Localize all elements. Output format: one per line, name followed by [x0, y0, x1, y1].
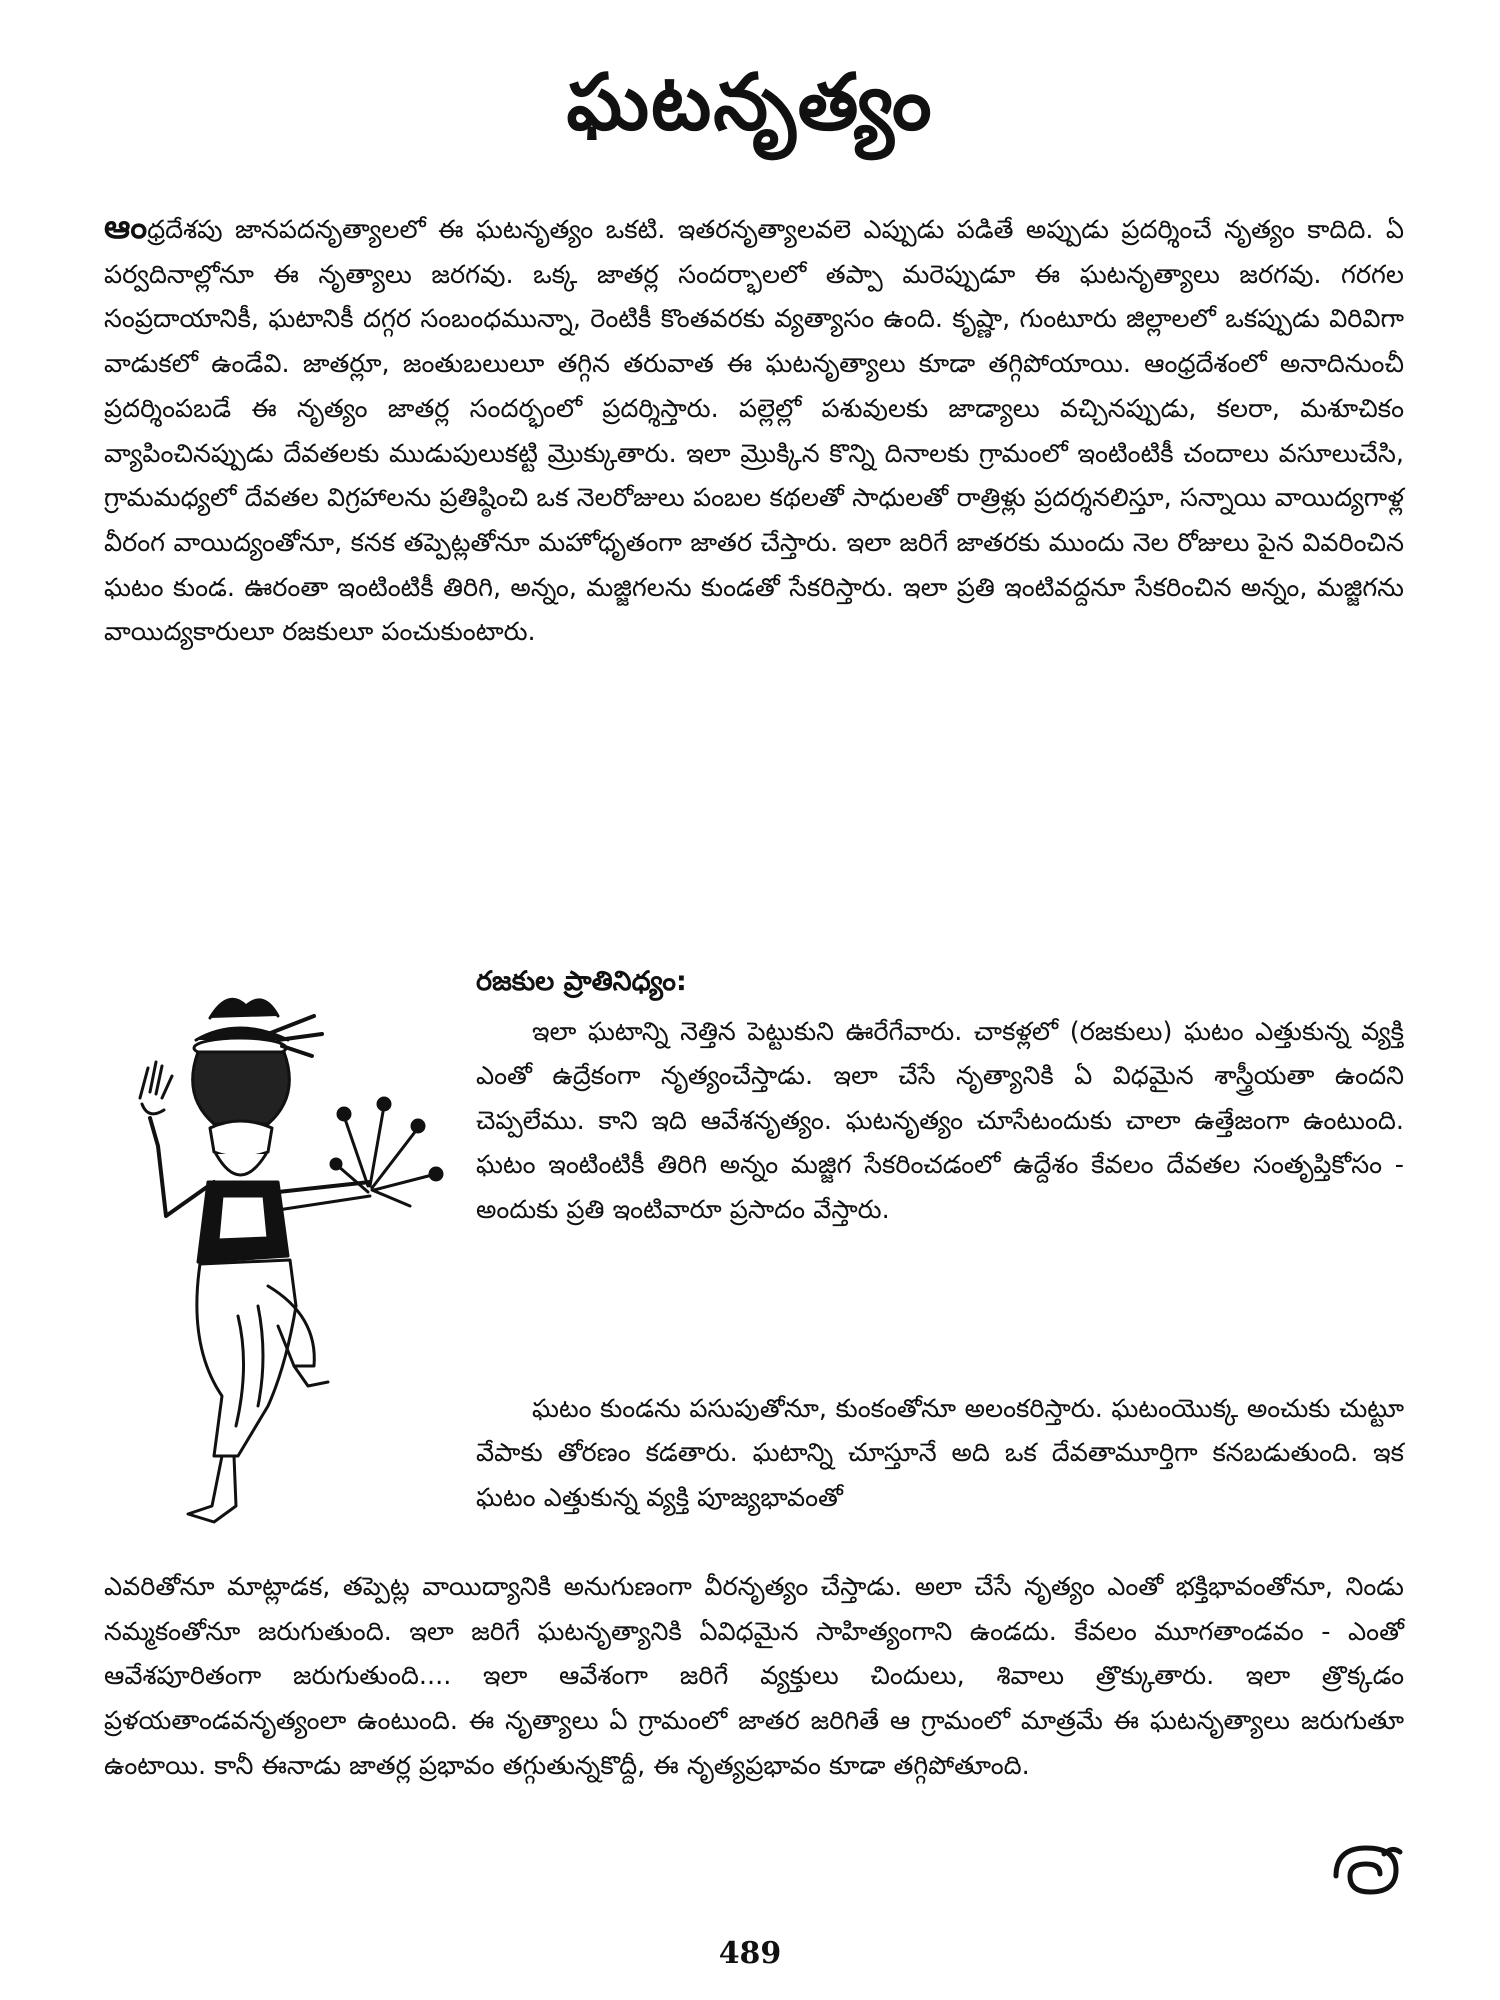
- section-paragraph-2-start: [476, 1387, 1404, 1520]
- page-number: 489: [718, 1936, 782, 1971]
- page-title: ఘటనృత్యం: [566, 58, 934, 148]
- section-paragraph-2-continued-text: ఎవరితోనూ మాట్లాడక, తప్పెట్ల వాయిద్యానికి అనుగుణంగా వీరనృత్యం చేస్తాడు. అలా చేసే నృత్యం ఎంతో భక్తిభావంతోనూ, నిండు నమ్మకంతోనూ జరుగుతుంది. ఇలా జరిగే ఘటనృత్యానికి ఏవిధమైన సాహిత్యంగాని ఉండదు. కేవలం మూగతాండవం - ఎంతో ఆవేశపూరితంగా జరుగుతుంది.... ఇలా ఆవేశంగా జరిగే వ్యక్తులు చిందులు, శివాలు త్రొక్కుతారు. ఇలా త్రొక్కడం ప్రళయతాండవనృత్యంలా ఉంటుంది. ఈ నృత్యాలు ఏ గ్రామంలో జాతర జరిగితే ఆ గ్రామంలో మాత్రమే ఈ ఘటనృత్యాలు జరుగుతూ ఉంటాయి. కానీ ఈనాడు జాతర్ల ప్రభావం తగ్గుతున్నకొద్దీ, ఈ నృత్యప్రభావం కూడా తగ్గిపోతూంది.: [104, 1572, 1404, 1781]
- section-heading: రజకుల ప్రాతినిధ్యం:: [476, 966, 687, 997]
- intro-text: ధ్రదేశపు జానపదనృత్యాలలో ఈ ఘటనృత్యం ఒకటి. ఇతరనృత్యాలవలె ఎప్పుడు పడితే అప్పుడు ప్రదర్శించే నృత్యం కాదిది. ఏ పర్వదినాల్లోనూ ఈ నృత్యాలు జరగవు. ఒక్క జాతర్ల సందర్భాలలో తప్పా మరెప్పుడూ ఈ ఘటనృత్యాలు జరగవు. గరగల సంప్రదాయానికీ, ఘటానికీ దగ్గర సంబంధమున్నా, రెంటికీ కొంతవరకు వ్యత్యాసం ఉంది. కృష్ణా, గుంటూరు జిల్లాలలో ఒకప్పుడు విరివిగా వాడుకలో ఉండేవి. జాతర్లూ, జంతుబలులూ తగ్గిన తరువాత ఈ ఘటనృత్యాలు కూడా తగ్గిపోయాయి. ఆంధ్రదేశంలో అనాదినుంచీ ప్రదర్శింపబడే ఈ నృత్యం జాతర్ల సందర్భంలో ప్రదర్శిస్తారు. పల్లెల్లో పశువులకు జాడ్యాలు వచ్చినప్పుడు, కలరా, మశూచికం వ్యాపించినప్పుడు దేవతలకు ముడుపులుకట్టి మ్రొక్కుతారు. ఇలా మ్రొక్కిన కొన్ని దినాలకు గ్రామంలో ఇంటింటికీ చందాలు వసూలుచేసి, గ్రామమధ్యలో దేవతల విగ్రహాలను ప్రతిష్ఠించి ఒక నెలరోజులు పంబల కథలతో సాధులతో రాత్రిళ్లు ప్రదర్శనలిస్తూ, సన్నాయి వాయిద్యగాళ్ల వీరంగ వాయిద్యంతోనూ, కనక తప్పెట్లతోనూ మహోధృతంగా జాతర చేస్తారు. ఇలా జరిగే జాతరకు ముందు నెల రోజులు పైన వివరించిన ఘటం కుండ. ఊరంతా ఇంటింటికీ తిరిగి, అన్నం, మజ్జిగలను కుండతో సేకరిస్తారు. ఇలా ప్రతి ఇంటివద్దనూ సేకరించిన అన్నం, మజ్జిగను వాయిద్యకారులూ రజకులూ పంచుకుంటారు.: [104, 215, 1404, 648]
- section-paragraph-2-continued: [104, 1565, 1404, 1789]
- section-paragraph-1-text: ఇలా ఘటాన్ని నెత్తిన పెట్టుకుని ఊరేగేవారు. చాకళ్లలో (రజకులు) ఘటం ఎత్తుకున్న వ్యక్తి ఎంతో ఉద్రేకంగా నృత్యంచేస్తాడు. ఇలా చేసే నృత్యానికి ఏ విధమైన శాస్త్రీయతా ఉందని చెప్పలేము. కాని ఇది ఆవేశనృత్యం. ఘటనృత్యం చూసేటందుకు చాలా ఉత్తేజంగా ఉంటుంది. ఘటం ఇంటింటికీ తిరిగి అన్నం మజ్జిగ సేకరించడంలో ఉద్దేశం కేవలం దేవతల సంతృప్తికోసం - అందుకు ప్రతి ఇంటివారూ ప్రసాదం వేస్తారు.: [476, 1017, 1404, 1225]
- end-mark-logo: [1326, 1840, 1406, 1900]
- section-paragraph-2-start-text: ఘటం కుండను పసుపుతోనూ, కుంకంతోనూ అలంకరిస్తారు. ఘటంయొక్క అంచుకు చుట్టూ వేపాకు తోరణం కడతారు. ఘటాన్ని చూస్తూనే అది ఒక దేవతామూర్తిగా కనబడుతుంది. ఇక ఘటం ఎత్తుకున్న వ్యక్తి పూజ్యభావంతో: [476, 1394, 1404, 1513]
- drop-cap: ఆం: [104, 207, 148, 246]
- dancer-illustration: [118, 986, 470, 1546]
- section-paragraph-1: [476, 1010, 1404, 1232]
- intro-paragraph: [104, 205, 1404, 655]
